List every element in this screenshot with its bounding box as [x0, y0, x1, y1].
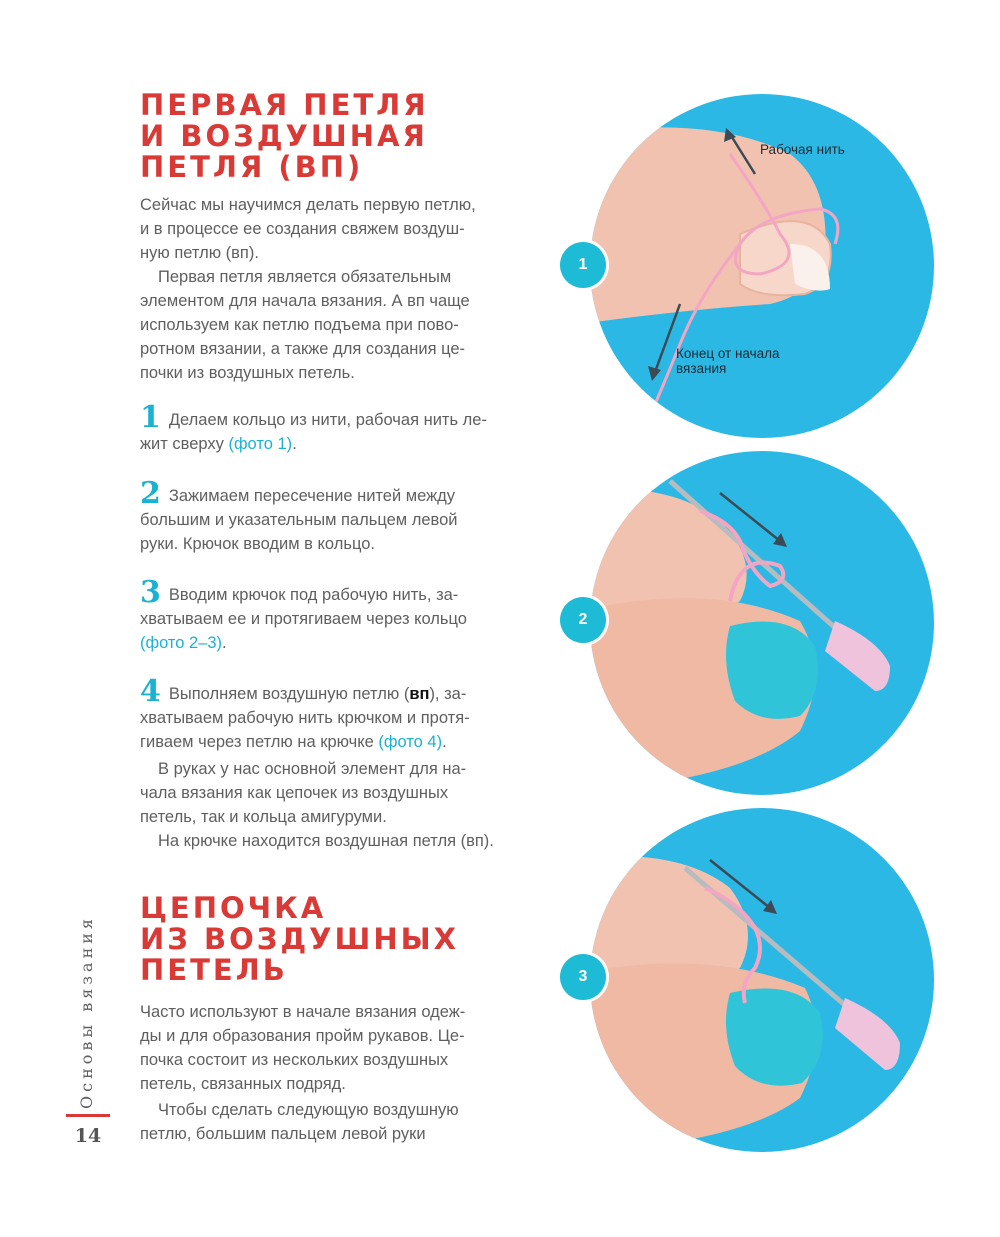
step-number: 4	[140, 674, 161, 709]
text-line: петель, так и кольца амигуруми.	[140, 808, 387, 826]
text-line: хватываем рабочую нить крючком и протя-	[140, 709, 470, 727]
after-steps-paragraph-2	[140, 829, 520, 853]
heading-line: ИЗ ВОЗДУШНЫХ	[140, 922, 460, 956]
text-line: хватываем ее и протягиваем через кольцо	[140, 610, 467, 628]
text-line: большим и указательным пальцем левой	[140, 511, 458, 529]
heading-line: ПЕТЕЛЬ	[140, 953, 288, 987]
text-line: Сейчас мы научимся делать первую петлю,	[140, 196, 476, 214]
text-line: На крючке находится воздушная петля (вп).	[158, 832, 494, 850]
heading-line: ПЕРВАЯ ПЕТЛЯ	[140, 88, 429, 122]
photo-number-badge: 2	[560, 597, 606, 643]
photo-reference: (фото 4)	[378, 733, 443, 751]
divider	[66, 1114, 110, 1117]
text-line: жит сверху	[140, 435, 229, 453]
label-tail	[676, 346, 780, 376]
text-line: используем как петлю подъема при пово-	[140, 316, 459, 334]
photo-reference: (фото 2–3)	[140, 634, 223, 652]
intro-paragraph-1	[140, 193, 520, 265]
punctuation: .	[222, 634, 227, 652]
page-number: 14	[74, 1125, 102, 1147]
heading-line: ПЕТЛЯ (ВП)	[140, 150, 364, 184]
label-working-thread: Рабочая нить	[760, 142, 845, 157]
photo-reference: (фото 1)	[228, 435, 293, 453]
text-line: почки из воздушных петель.	[140, 364, 355, 382]
punctuation: .	[292, 435, 297, 453]
heading-line: И ВОЗДУШНАЯ	[140, 119, 428, 153]
text-line: и в процессе ее создания свяжем воздуш-	[140, 220, 465, 238]
intro-paragraph-2	[140, 265, 520, 385]
text-line: петлю, большим пальцем левой руки	[140, 1125, 426, 1143]
abbreviation: вп	[409, 685, 430, 703]
text-line: элементом для начала вязания. А вп чаще	[140, 292, 470, 310]
text-line: Делаем кольцо из нити, рабочая нить ле-	[168, 411, 487, 429]
label-line: вязания	[676, 361, 727, 376]
label-line: Конец от начала	[676, 346, 780, 361]
text-line: Первая петля является обязательным	[158, 268, 452, 286]
step-number: 2	[140, 476, 161, 511]
photo-number-badge: 3	[560, 954, 606, 1000]
step-number: 1	[140, 400, 161, 435]
section-heading-first-loop	[140, 90, 429, 183]
after-steps-paragraph-1	[140, 757, 520, 829]
section-heading-chain	[140, 893, 459, 986]
text-line: ротном вязании, а также для создания це-	[140, 340, 466, 358]
step-3	[140, 575, 530, 655]
photo-2-hook-in-ring	[590, 451, 934, 795]
text-line: руки. Крючок вводим в кольцо.	[140, 535, 375, 553]
text-line: Зажимаем пересечение нитей между	[168, 487, 456, 505]
text-line: чала вязания как цепочек из воздушных	[140, 784, 449, 802]
text-line: Вводим крючок под рабочую нить, за-	[168, 586, 459, 604]
heading-line: ЦЕПОЧКА	[140, 891, 327, 925]
chain-paragraph-1	[140, 1000, 520, 1096]
photo-number-badge: 1	[560, 242, 606, 288]
text-line: Часто используют в начале вязания одеж-	[140, 1003, 466, 1021]
text-line: ную петлю (вп).	[140, 244, 259, 262]
step-1	[140, 400, 530, 456]
step-4	[140, 674, 530, 754]
text-line: В руках у нас основной элемент для на-	[158, 760, 467, 778]
section-title-vertical: Основы вязания	[77, 915, 96, 1109]
text-fragment: ), за-	[429, 685, 467, 703]
text-fragment: Выполняем воздушную петлю (	[168, 685, 410, 703]
text-line: ды и для образования пройм рукавов. Це-	[140, 1027, 465, 1045]
step-2	[140, 476, 530, 556]
chain-paragraph-2	[140, 1098, 520, 1146]
text-line: Чтобы сделать следующую воздушную	[158, 1101, 459, 1119]
photo-3-pull-through	[590, 808, 934, 1152]
step-number: 3	[140, 575, 161, 610]
punctuation: .	[442, 733, 447, 751]
text-line: почка состоит из нескольких воздушных	[140, 1051, 449, 1069]
text-line: гиваем через петлю на крючке	[140, 733, 379, 751]
text-line: петель, связанных подряд.	[140, 1075, 346, 1093]
